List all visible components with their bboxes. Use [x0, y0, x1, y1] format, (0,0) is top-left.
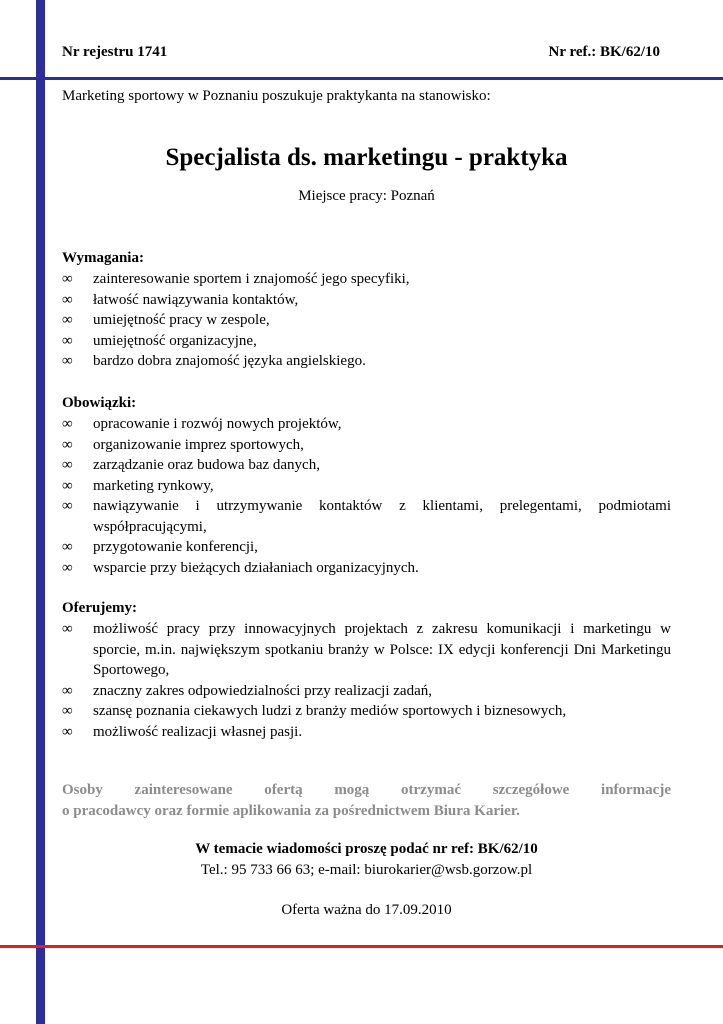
- reference-number: Nr ref.: BK/62/10: [548, 44, 660, 60]
- list-item: ∞ zarządzanie oraz budowa baz danych,: [62, 455, 671, 476]
- offer-list: [62, 619, 671, 742]
- list-item: ∞ możliwość realizacji własnej pasji.: [62, 722, 671, 743]
- infinity-bullet-icon: ∞: [62, 436, 73, 453]
- list-item: ∞ umiejętność organizacyjne,: [62, 331, 671, 352]
- footer-divider-red: [0, 945, 723, 948]
- list-item: ∞ marketing rynkowy,: [62, 476, 671, 497]
- list-item: ∞ bardzo dobra znajomość języka angielskiego.: [62, 351, 671, 372]
- contact-notice: [62, 780, 671, 822]
- infinity-bullet-icon: ∞: [62, 703, 73, 719]
- list-item: ∞ nawiązywanie i utrzymywanie kontaktów z klientami, prelegentami, podmiotami współpracującymi,: [62, 498, 671, 535]
- offer-section: [62, 598, 671, 742]
- subject-note: W temacie wiadomości proszę podać nr ref: BK/62/10: [195, 841, 538, 857]
- duties-section: [62, 393, 671, 578]
- list-item: ∞ możliwość pracy przy innowacyjnych projektach z zakresu komunikacji i marketingu w sporcie, m.in. największym spotkaniu branży w Polsce: IX edycji konferencji Dni Marketingu Sportowego,: [62, 621, 671, 678]
- duties-heading: Obowiązki:: [62, 395, 137, 411]
- list-item: ∞ organizowanie imprez sportowych,: [62, 435, 671, 456]
- infinity-bullet-icon: ∞: [62, 498, 73, 514]
- infinity-bullet-icon: ∞: [62, 723, 73, 740]
- infinity-bullet-icon: ∞: [62, 621, 73, 637]
- infinity-bullet-icon: ∞: [62, 559, 73, 576]
- list-item: ∞ łatwość nawiązywania kontaktów,: [62, 290, 671, 311]
- infinity-bullet-icon: ∞: [62, 271, 73, 287]
- requirements-list: [62, 269, 671, 372]
- notice-line-2: o pracodawcy oraz formie aplikowania za pośrednictwem Biura Karier.: [62, 803, 520, 819]
- header-divider-blue: [0, 77, 723, 80]
- infinity-bullet-icon: ∞: [62, 416, 73, 432]
- work-location: Miejsce pracy: Poznań: [298, 188, 435, 204]
- contact-details: Tel.: 95 733 66 63; e-mail: biurokarier@wsb.gorzow.pl: [200, 862, 533, 878]
- infinity-bullet-icon: ∞: [62, 291, 73, 308]
- header-row: [62, 44, 660, 61]
- requirements-heading: Wymagania:: [62, 250, 144, 266]
- infinity-bullet-icon: ∞: [62, 332, 73, 349]
- registry-number: Nr rejestru 1741: [62, 44, 168, 60]
- requirements-section: [62, 248, 671, 372]
- list-item: ∞ opracowanie i rozwój nowych projektów,: [62, 414, 671, 435]
- infinity-bullet-icon: ∞: [62, 477, 73, 494]
- infinity-bullet-icon: ∞: [62, 539, 73, 555]
- list-item: ∞ umiejętność pracy w zespole,: [62, 310, 671, 331]
- list-item: ∞ wsparcie przy bieżących działaniach organizacyjnych.: [62, 558, 671, 579]
- duties-list: [62, 414, 671, 578]
- list-item: ∞ przygotowanie konferencji,: [62, 537, 671, 558]
- job-title: Specjalista ds. marketingu - praktyka: [165, 144, 568, 171]
- offer-valid-until: Oferta ważna do 17.09.2010: [281, 902, 452, 918]
- list-item: ∞ szansę poznania ciekawych ludzi z branży mediów sportowych i biznesowych,: [62, 701, 671, 722]
- left-blue-bar: [36, 0, 45, 1024]
- notice-line-1: Osoby zainteresowane ofertą mogą otrzymać szczegółowe informacje: [62, 782, 671, 798]
- infinity-bullet-icon: ∞: [62, 682, 73, 699]
- offer-heading: Oferujemy:: [62, 600, 137, 616]
- intro-text: Marketing sportowy w Poznaniu poszukuje praktykanta na stanowisko:: [62, 88, 491, 104]
- infinity-bullet-icon: ∞: [62, 353, 73, 369]
- list-item: ∞ znaczny zakres odpowiedzialności przy realizacji zadań,: [62, 681, 671, 702]
- list-item: ∞ zainteresowanie sportem i znajomość jego specyfiki,: [62, 269, 671, 290]
- infinity-bullet-icon: ∞: [62, 457, 73, 473]
- infinity-bullet-icon: ∞: [62, 312, 73, 328]
